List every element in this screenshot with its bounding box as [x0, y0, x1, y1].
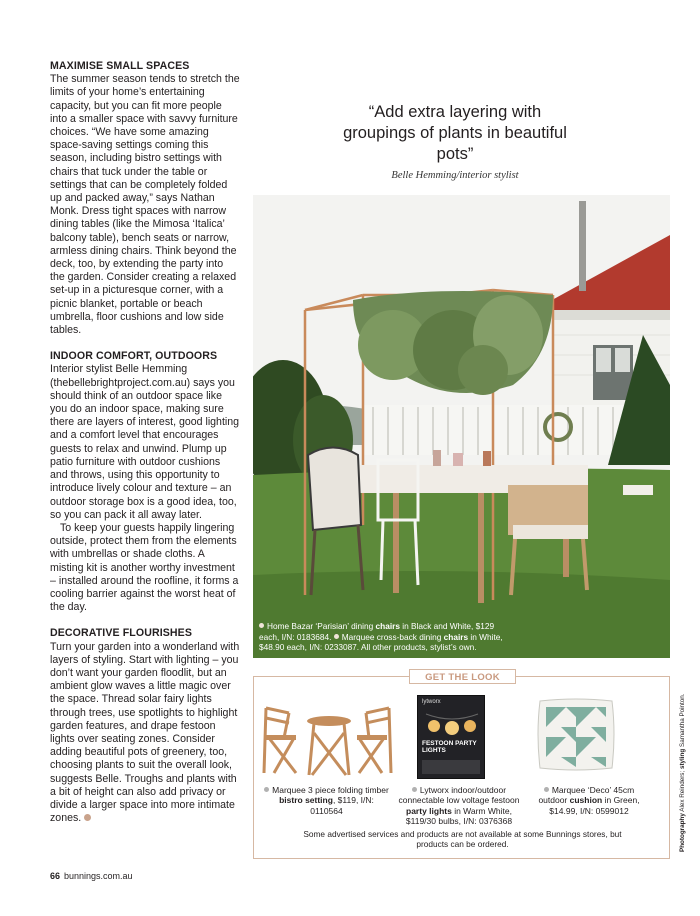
product-cushion	[529, 785, 649, 816]
bullet-icon	[264, 787, 269, 792]
hero-caption	[259, 621, 509, 652]
section-decorative-flourishes	[50, 627, 240, 825]
section-heading: INDOOR COMFORT, OUTDOORS	[50, 350, 218, 363]
festoon-lights-box-image	[417, 695, 485, 779]
product-party-lights	[394, 785, 524, 827]
photo-credit	[679, 693, 686, 852]
caption-bold: chairs	[443, 631, 469, 642]
caption-dot-icon	[334, 634, 339, 639]
bistro-setting-image	[254, 693, 399, 783]
bullet-icon	[412, 787, 417, 792]
article-column	[50, 60, 240, 838]
credit-value: Alex Reinders;	[679, 769, 686, 814]
section-body: Turn your garden into a wonderland with layers of styling. Start with lighting – you don’t want your garden floodlit, but an ambient glow waves a little magic over the space. Thread solar fairy lights through trees, use spotlights to highlight garden features, and drape festoon lights over seating zones. Consider adding beautiful pots of greenery, too, choosing plants to suit the overall look, suggests Belle. Troughs and plants with a bit of height can also add privacy or divide a larger space into more intimate zones.	[50, 640, 240, 825]
get-the-look-box	[253, 672, 670, 859]
credit-label: Photography	[679, 813, 686, 852]
get-the-look-title: GET THE LOOK	[409, 669, 516, 684]
hero-photo	[253, 195, 670, 658]
site-url: bunnings.com.au	[64, 871, 133, 881]
box-brand: lytworx	[422, 699, 441, 705]
section-maximise-small-spaces	[50, 60, 240, 337]
bullet-icon	[544, 787, 549, 792]
section-heading: DECORATIVE FLOURISHES	[50, 627, 192, 640]
end-mark-icon	[84, 814, 91, 821]
product-text: Marquee ‘Deco’ 45cm outdoor	[538, 785, 635, 806]
section-body: The summer season tends to stretch the limits of your home’s entertaining capacity, but you can fit more people into a smaller space with savvy furniture choices. “We have some amazing space-saving settings coming this season, including bistro settings with chairs that tuck under the table or settings that can be completely folded up and packed away,” says Nathan Monk. Dress tight spaces with narrow dining tables (like the Mimosa ‘Italica’ balcony table), bench seats or narrow, armless dining chairs. Think beyond the deck, too, by extending the party into the garden. Consider creating a relaxed set-up in a picturesque corner, with a picnic blanket, portable or beach umbrella, floor cushions and low side tables.	[50, 73, 240, 337]
quote-author: Belle Hemming/interior stylist	[391, 170, 519, 181]
product-text: Lytworx indoor/outdoor connectable low voltage festoon	[398, 785, 520, 806]
product-text: in Warm White, $119/30 bulbs, I/N: 0376368	[405, 805, 513, 827]
caption-bold: chairs	[375, 621, 400, 632]
garden-dining-illustration	[253, 195, 670, 658]
section-body-wrapper	[50, 641, 240, 826]
product-name: party lights	[406, 805, 452, 816]
caption-text: Home Bazar ‘Parisian’ dining	[267, 621, 376, 632]
pull-quote	[340, 102, 570, 181]
credit-value: Samantha Pointon.	[679, 693, 686, 749]
product-name: cushion	[569, 795, 603, 806]
caption-text: in Black and White, $129 each, I/N: 0183684.	[259, 621, 495, 642]
caption-dot-icon	[259, 623, 264, 628]
section-indoor-comfort	[50, 350, 240, 614]
box-strip	[422, 760, 480, 774]
product-text: Marquee 3 piece folding timber	[272, 785, 389, 795]
product-text: , $119, I/N: 0110564	[310, 795, 374, 816]
page-number: 66	[50, 871, 61, 881]
section-body: Interior stylist Belle Hemming (thebellebrightproject.com.au) says you should think of an outdoor space like you do an indoor space, making sure there are layers of interest, good lighting and a comfort level that encourages guests to relax and unwind. Plump up patio furniture with outdoor cushions and throws, using this opportunity to introduce lively colour and texture – an outdoor storage box is a good idea, too, so you can pack it all away later.	[50, 363, 240, 521]
page-footer	[50, 871, 133, 881]
caption-text: in White, $48.90 each, I/N: 0233087. All other products, stylist’s own.	[259, 631, 503, 652]
box-title: FESTOON PARTY LIGHTS	[422, 740, 477, 754]
caption-text: Marquee cross-back dining	[341, 631, 444, 642]
product-text: in Green, $14.99, I/N: 0599012	[549, 795, 640, 816]
section-body-continued: To keep your guests happily lingering outside, protect them from the elements with umbrellas or shade cloths. A misting kit is another worthy investment – installed around the roofline, it forms a cooling barrier against the worst heat of the day.	[50, 521, 239, 614]
section-heading: MAXIMISE SMALL SPACES	[50, 60, 190, 72]
product-bistro-setting	[264, 785, 389, 816]
availability-note: Some advertised services and products are not available at some Bunnings stores, but products can be ordered.	[303, 829, 622, 850]
product-name: bistro setting	[279, 795, 333, 806]
quote-text: “Add extra layering with groupings of plants in beautiful pots”	[343, 103, 567, 163]
bulbs-icon	[424, 708, 480, 738]
green-cushion-image	[536, 697, 616, 772]
credit-label: styling	[679, 748, 686, 770]
